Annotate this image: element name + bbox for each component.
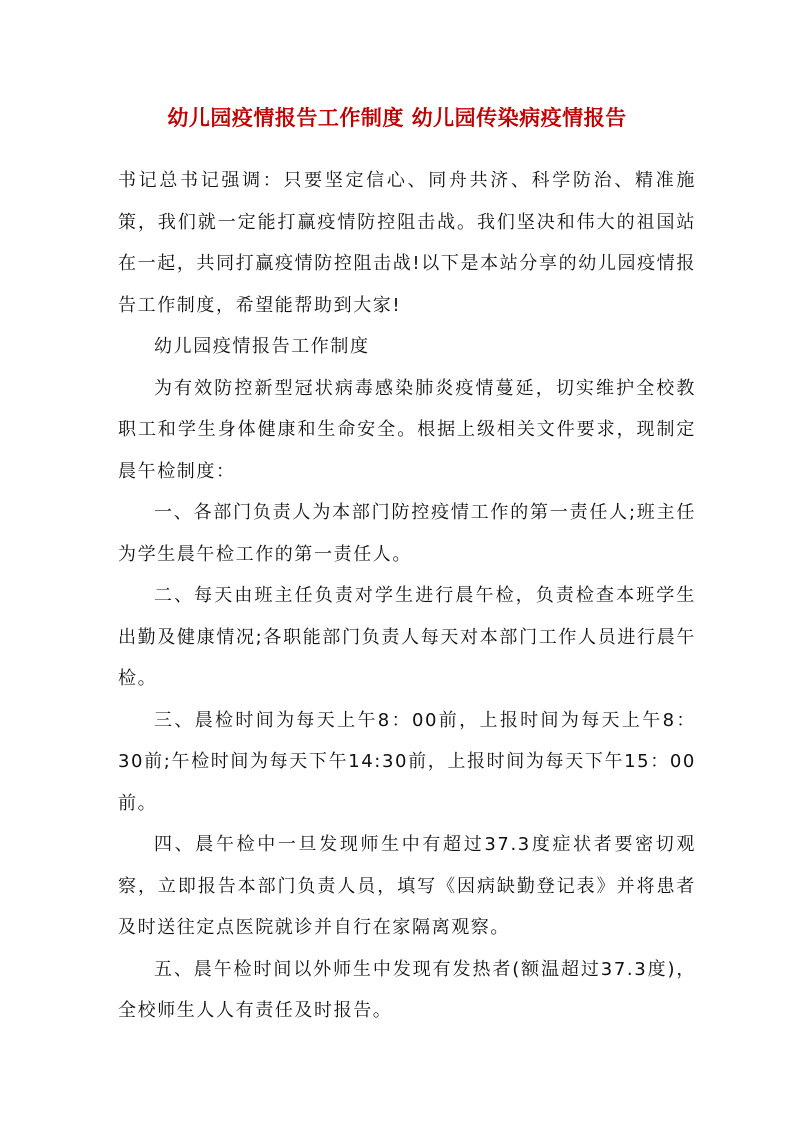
section-heading: 幼儿园疫情报告工作制度	[154, 336, 370, 357]
rule-item-4: 四、晨午检中一旦发现师生中有超过37.3度症状者要密切观察，立即报告本部门负责人员，填写《因病缺勤登记表》并将患者及时送往定点医院就诊并自行在家隔离观察。	[118, 834, 696, 938]
purpose-paragraph: 为有效防控新型冠状病毒感染肺炎疫情蔓延，切实维护全校教职工和学生身体健康和生命安全。根据上级相关文件要求，现制定晨午检制度：	[118, 377, 696, 482]
rule-item-2: 二、每天由班主任负责对学生进行晨午检，负责检查本班学生出勤及健康情况;各职能部门负责人每天对本部门工作人员进行晨午检。	[118, 585, 696, 689]
document-body	[118, 160, 696, 1032]
rule-item-1: 一、各部门负责人为本部门防控疫情工作的第一责任人;班主任为学生晨午检工作的第一责任人。	[118, 502, 696, 565]
document-title: 幼儿园疫情报告工作制度 幼儿园传染病疫情报告	[167, 105, 627, 130]
intro-paragraph: 书记总书记强调：只要坚定信心、同舟共济、科学防治、精准施策，我们就一定能打赢疫情防控阻击战。我们坚决和伟大的祖国站在一起，共同打赢疫情防控阻击战!以下是本站分享的幼儿园疫情报告工作制度，希望能帮助到大家!	[118, 170, 696, 316]
rule-item-3: 三、晨检时间为每天上午8：00前，上报时间为每天上午8：30前;午检时间为每天下午14:30前，上报时间为每天下午15：00前。	[118, 709, 696, 814]
rule-item-5: 五、晨午检时间以外师生中发现有发热者(额温超过37.3度)，全校师生人人有责任及时报告。	[118, 958, 696, 1021]
